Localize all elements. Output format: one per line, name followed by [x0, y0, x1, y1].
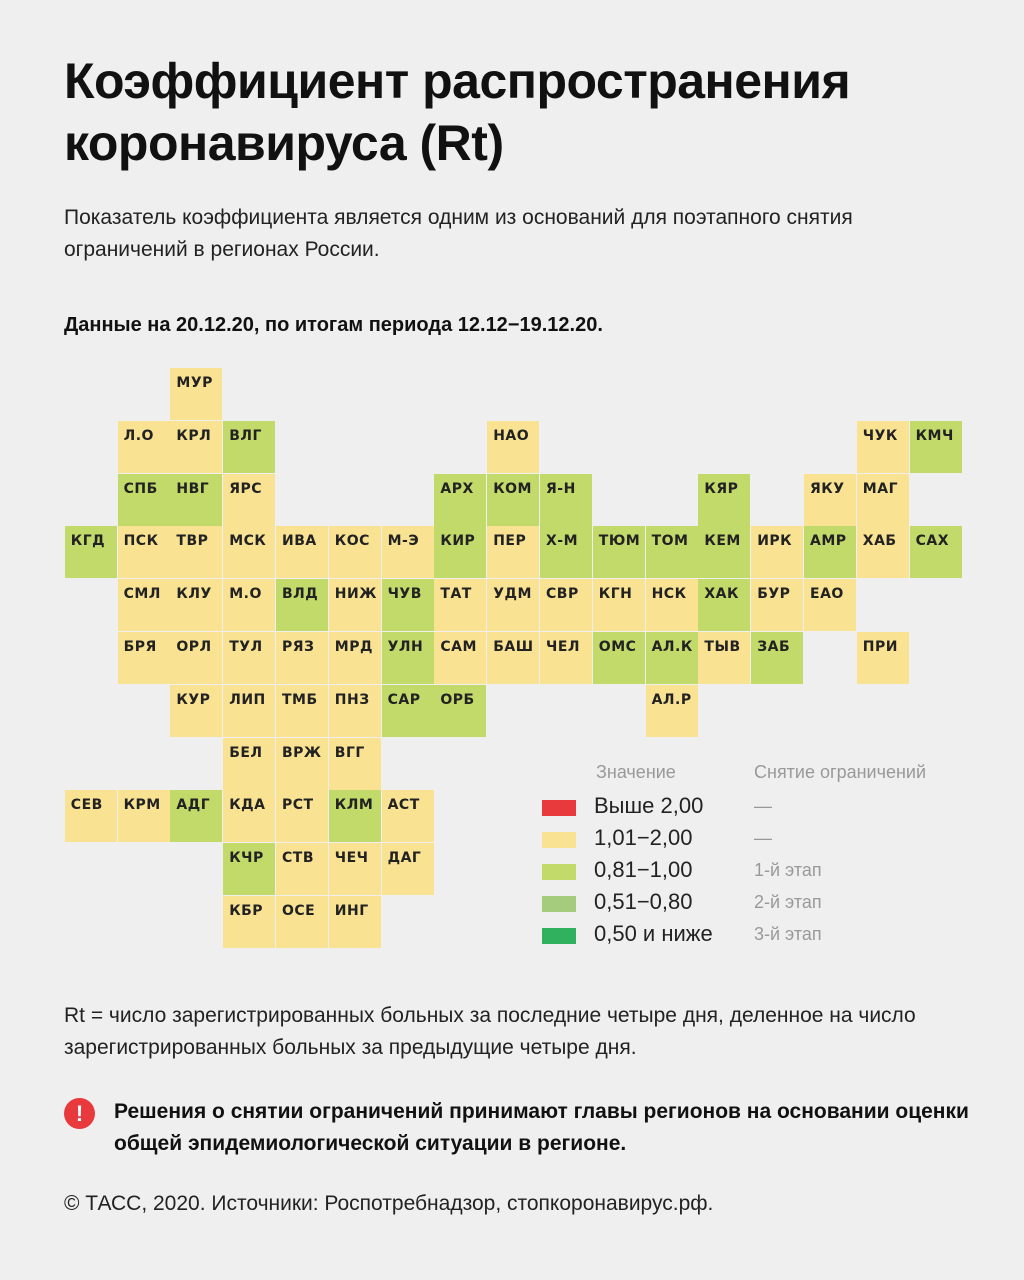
region-code: ТОМ: [651, 533, 689, 550]
region-code: АЛ.К: [651, 639, 693, 655]
region-code: КУР: [176, 691, 211, 708]
region-tile: [434, 474, 486, 526]
region-code: ПЕР: [493, 533, 527, 550]
legend-stage: 3-й этап: [754, 924, 822, 944]
region-tile: [170, 790, 222, 842]
region-code: АЛ.Р: [651, 691, 692, 708]
region-tile: [223, 474, 275, 526]
region-code: ТМБ: [282, 691, 318, 708]
region-tile: [382, 843, 434, 895]
legend-value: 0,51−0,80: [594, 889, 693, 914]
region-code: ЧУВ: [387, 586, 422, 603]
region-code: БРЯ: [123, 639, 157, 655]
legend-swatch: [542, 896, 576, 912]
region-tile: [434, 526, 486, 578]
region-tile: [223, 632, 275, 684]
region-code: КБР: [229, 903, 264, 919]
region-code: НСК: [651, 586, 687, 603]
region-tile: [223, 526, 275, 578]
region-code: БАШ: [493, 639, 534, 655]
region-tile: [276, 685, 328, 737]
legend-swatch: [542, 928, 576, 944]
legend-value-header: Значение: [596, 762, 676, 782]
region-tile: [382, 632, 434, 684]
region-code: ЕАО: [810, 586, 844, 603]
region-code: КЕМ: [704, 533, 741, 550]
region-code: АСТ: [387, 797, 420, 814]
region-code: НВГ: [176, 480, 210, 497]
region-code: ПСК: [123, 533, 159, 550]
region-code: ЗАБ: [757, 639, 791, 655]
region-tile: [329, 738, 381, 790]
region-tile: [593, 632, 645, 684]
region-code: СПБ: [123, 480, 158, 497]
region-tile: [751, 632, 803, 684]
region-tile: [170, 632, 222, 684]
legend-stage: —: [754, 828, 772, 848]
region-tile: [223, 738, 275, 790]
region-code: ТВР: [176, 533, 209, 550]
region-tile: [276, 579, 328, 631]
region-code: КЧР: [229, 850, 264, 867]
region-code: Х-М: [546, 533, 579, 550]
region-code: ВРЖ: [282, 744, 322, 761]
region-code: КГД: [70, 533, 106, 550]
region-code: БУР: [757, 586, 791, 603]
rt-formula: Rt = число зарегистрированных больных за последние четыре дня, деленное на число зарегистрированных больных за предыдущие четыре дня.: [64, 1004, 916, 1059]
region-code: ДАГ: [387, 850, 422, 867]
region-code: ТЮМ: [598, 533, 641, 550]
legend-item: [540, 920, 980, 952]
region-code: КЛМ: [334, 797, 374, 814]
region-code: РСТ: [282, 797, 314, 814]
region-code: ХАК: [704, 586, 739, 603]
region-tile: [276, 843, 328, 895]
region-code: КГН: [598, 586, 633, 603]
region-tile: [540, 474, 592, 526]
legend-stage: —: [754, 796, 772, 816]
region-code: АДГ: [176, 797, 211, 814]
region-code: М.О: [229, 586, 262, 603]
legend-swatch: [542, 864, 576, 880]
region-tile: [857, 421, 909, 473]
region-code: ЧЕЧ: [334, 850, 369, 867]
region-code: МСК: [229, 533, 267, 550]
region-code: ОСЕ: [282, 903, 316, 919]
region-tile: [329, 843, 381, 895]
region-tile: [487, 421, 539, 473]
page-title: Коэффициент распространения коронавируса (Rt): [64, 53, 851, 171]
legend-swatch: [542, 832, 576, 848]
region-tile: [751, 526, 803, 578]
data-date: Данные на 20.12.20, по итогам периода 12.12−19.12.20.: [64, 314, 603, 336]
region-tile: [223, 896, 275, 948]
region-code: КДА: [229, 797, 266, 814]
region-tile: [223, 579, 275, 631]
region-code: Я-Н: [546, 480, 576, 497]
region-tile: [118, 579, 170, 631]
region-code: СТВ: [282, 850, 314, 867]
region-code: АРХ: [440, 480, 474, 497]
region-tile: [276, 526, 328, 578]
region-tile: [329, 685, 381, 737]
region-tile: [170, 474, 222, 526]
region-tile: [329, 526, 381, 578]
region-tile: [646, 526, 698, 578]
region-code: МРД: [334, 639, 373, 655]
region-tile: [382, 579, 434, 631]
region-code: УЛН: [387, 639, 424, 655]
region-code: Л.О: [123, 427, 154, 444]
region-code: ЯРС: [229, 480, 263, 497]
region-code: СВР: [546, 586, 579, 603]
region-tile: [646, 632, 698, 684]
region-code: АМР: [810, 533, 847, 550]
legend-value: 0,50 и ниже: [594, 921, 713, 946]
region-code: ЯКУ: [810, 480, 845, 497]
legend-item: [540, 792, 980, 824]
region-tile: [382, 790, 434, 842]
alert-note: Решения о снятии ограничений принимают главы регионов на основании оценки общей эпидемиологической ситуации в регионе.: [114, 1100, 969, 1155]
region-tile: [487, 474, 539, 526]
region-code: ЛИП: [229, 691, 266, 708]
region-tile: [118, 632, 170, 684]
region-tile: [910, 421, 962, 473]
region-code: МУР: [176, 375, 213, 391]
region-tile: [170, 579, 222, 631]
region-tile: [118, 421, 170, 473]
legend-value: Выше 2,00: [594, 793, 704, 818]
region-tile: [487, 632, 539, 684]
region-tile: [118, 526, 170, 578]
region-tile: [170, 526, 222, 578]
region-tile: [223, 843, 275, 895]
region-tile: [329, 579, 381, 631]
region-tile: [857, 632, 909, 684]
region-code: КРЛ: [176, 427, 212, 444]
legend-stage-header: Снятие ограничений: [754, 762, 927, 782]
region-tile: [698, 526, 750, 578]
region-code: ПРИ: [862, 639, 898, 655]
region-tile: [487, 526, 539, 578]
region-tile: [65, 790, 117, 842]
region-code: НИЖ: [334, 586, 377, 603]
legend-value: 1,01−2,00: [594, 825, 693, 850]
region-tile: [804, 474, 856, 526]
region-tile: [382, 685, 434, 737]
region-tile: [698, 579, 750, 631]
region-tile: [487, 579, 539, 631]
region-tile: [434, 579, 486, 631]
region-tile: [223, 685, 275, 737]
region-tile: [65, 526, 117, 578]
region-tile: [329, 790, 381, 842]
region-tile: [593, 579, 645, 631]
region-code: КРМ: [123, 797, 161, 814]
region-tile: [170, 685, 222, 737]
region-tile: [593, 526, 645, 578]
region-code: КЛУ: [176, 586, 212, 603]
region-code: ЧУК: [862, 427, 898, 444]
region-code: ХАБ: [862, 533, 897, 550]
region-tile: [329, 896, 381, 948]
region-code: КОС: [334, 533, 370, 550]
legend-value: 0,81−1,00: [594, 857, 693, 882]
region-tile: [170, 421, 222, 473]
region-tile: [698, 474, 750, 526]
region-tile: [276, 738, 328, 790]
source-credit: © ТАСС, 2020. Источники: Роспотребнадзор, стопкоронавирус.рф.: [64, 1192, 714, 1215]
region-code: М-Э: [387, 533, 420, 550]
region-tile: [857, 526, 909, 578]
region-code: САР: [387, 691, 421, 708]
region-tile: [223, 421, 275, 473]
region-code: ИНГ: [334, 903, 369, 919]
region-tile: [382, 526, 434, 578]
region-code: УДМ: [493, 586, 532, 603]
subtitle: Показатель коэффициента является одним из оснований для поэтапного снятия ограничений в регионах России.: [64, 206, 853, 261]
region-code: ОМС: [598, 639, 637, 655]
region-code: МАГ: [862, 480, 898, 497]
region-code: ТЫВ: [704, 639, 741, 655]
region-code: ОРЛ: [176, 639, 212, 655]
legend-stage: 1-й этап: [754, 860, 822, 880]
region-tile: [118, 790, 170, 842]
region-tile: [329, 632, 381, 684]
region-tile: [804, 526, 856, 578]
region-code: ВГГ: [334, 744, 365, 761]
region-code: ВЛД: [282, 586, 319, 603]
region-code: СМЛ: [123, 586, 161, 603]
region-tile: [698, 632, 750, 684]
legend-item: [540, 856, 980, 888]
region-code: ТУЛ: [229, 639, 263, 655]
alert-icon: !: [64, 1098, 95, 1129]
region-tile: [751, 579, 803, 631]
region-code: ИВА: [282, 533, 317, 550]
legend-swatch: [542, 800, 576, 816]
region-code: СЕВ: [70, 797, 103, 814]
region-code: БЕЛ: [229, 744, 263, 761]
region-tile: [857, 474, 909, 526]
region-tile: [276, 790, 328, 842]
region-code: КМЧ: [915, 427, 954, 444]
region-tile: [434, 632, 486, 684]
region-tile: [170, 368, 222, 420]
region-code: КЯР: [704, 480, 739, 497]
region-code: ИРК: [757, 533, 793, 550]
legend-item: [540, 824, 980, 856]
region-code: ТАТ: [440, 586, 472, 603]
region-tile: [276, 896, 328, 948]
region-code: КИР: [440, 533, 476, 550]
region-tile: [118, 474, 170, 526]
region-code: САМ: [440, 639, 477, 655]
region-tile: [646, 579, 698, 631]
region-code: КОМ: [493, 480, 532, 497]
legend-stage: 2-й этап: [754, 892, 822, 912]
region-code: НАО: [493, 427, 530, 444]
region-code: ВЛГ: [229, 427, 262, 444]
region-tile: [223, 790, 275, 842]
region-code: РЯЗ: [282, 639, 315, 655]
region-tile: [540, 579, 592, 631]
region-code: ПНЗ: [334, 691, 370, 708]
region-tile: [646, 685, 698, 737]
region-tile: [540, 632, 592, 684]
region-code: ЧЕЛ: [546, 639, 581, 655]
region-tile: [804, 579, 856, 631]
region-tile: [276, 632, 328, 684]
region-tile: [910, 526, 962, 578]
region-code: ОРБ: [440, 691, 475, 708]
region-tile: [540, 526, 592, 578]
region-tile: [434, 685, 486, 737]
region-code: САХ: [915, 533, 949, 550]
legend-item: [540, 888, 980, 920]
